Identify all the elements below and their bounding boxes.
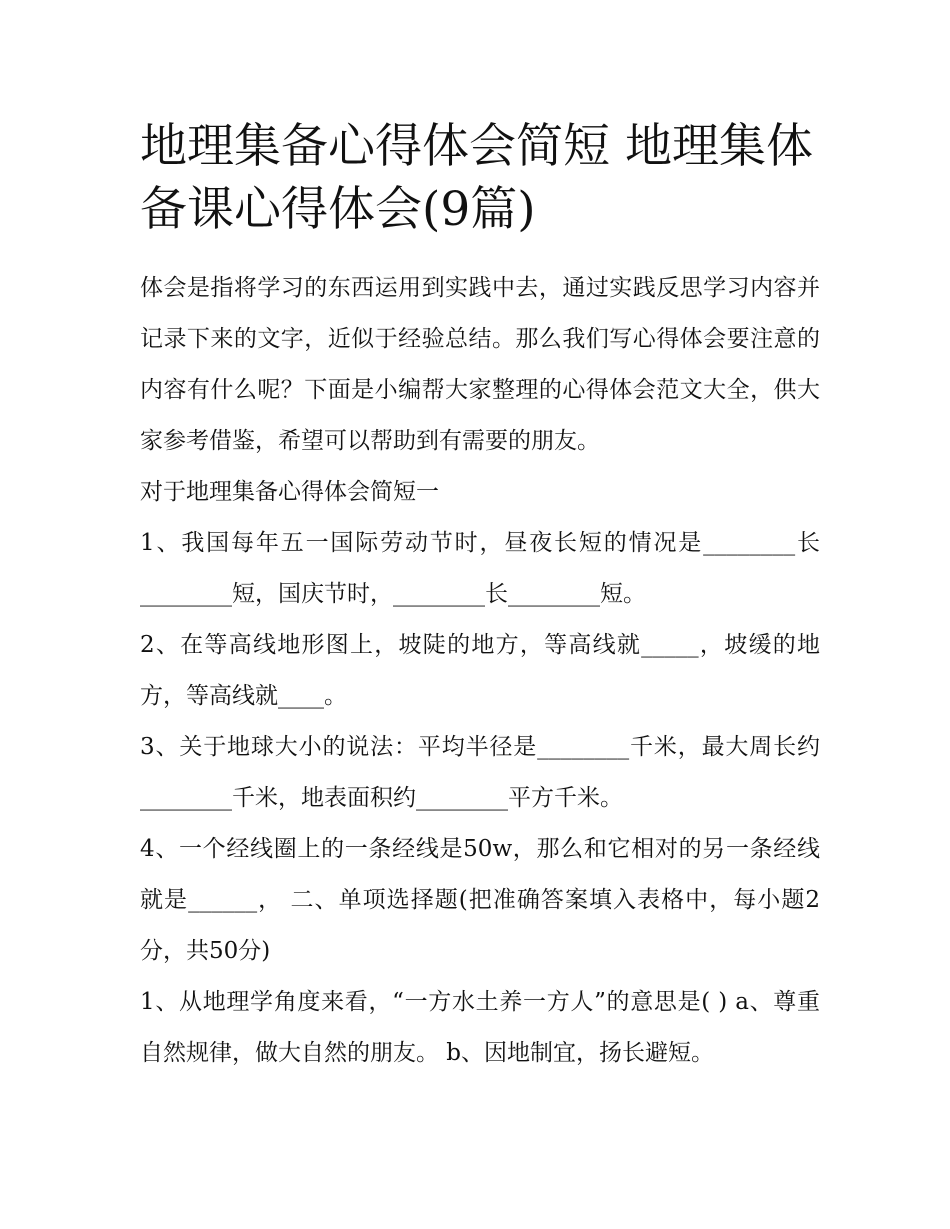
question-4: 4、一个经线圈上的一条经线是50w，那么和它相对的另一条经线就是______， 二、单项选择题(把准确答案填入表格中，每小题2分，共50分) [140, 836, 820, 964]
section-heading: 对于地理集备心得体会简短一 [140, 479, 439, 505]
document-page [140, 115, 820, 1079]
document-title: 地理集备心得体会简短 地理集体备课心得体会(9篇) [140, 119, 813, 237]
question-3: 3、关于地球大小的说法：平均半径是________千米，最大周长约________千米，地表面积约________平方千米。 [140, 734, 820, 811]
question-1: 1、我国每年五一国际劳动节时，昼夜长短的情况是________长________短，国庆节时，________长________短。 [140, 530, 820, 607]
intro-paragraph: 体会是指将学习的东西运用到实践中去，通过实践反思学习内容并记录下来的文字，近似于经验总结。那么我们写心得体会要注意的内容有什么呢？下面是小编帮大家整理的心得体会范文大全，供大家参考借鉴，希望可以帮助到有需要的朋友。 [140, 275, 820, 454]
question-2: 2、在等高线地形图上，坡陡的地方，等高线就_____，坡缓的地方，等高线就____。 [140, 632, 820, 709]
choice-question-1: 1、从地理学角度来看，“一方水土养一方人”的意思是( ) a、尊重自然规律，做大自然的朋友。 b、因地制宜，扬长避短。 [140, 989, 820, 1066]
